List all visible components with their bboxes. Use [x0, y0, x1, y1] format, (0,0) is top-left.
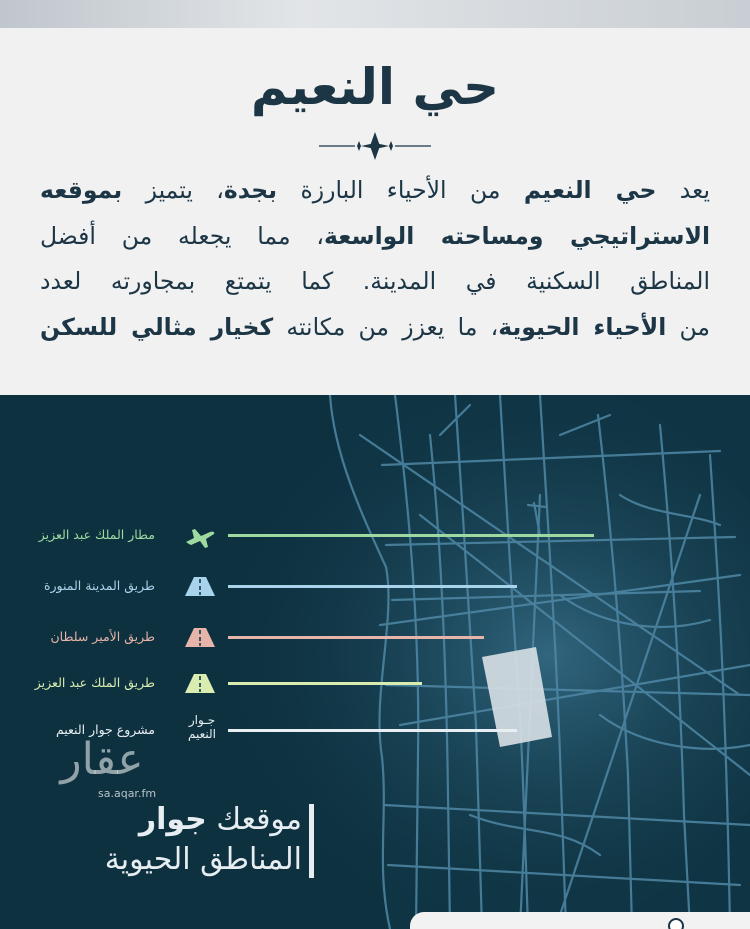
- road-icon: [180, 620, 220, 654]
- header-band: [0, 0, 750, 28]
- page-title: حي النعيم: [250, 58, 500, 116]
- intro-text: ، يتميز: [122, 176, 224, 204]
- legend-row: [0, 518, 750, 552]
- intro-text: من: [666, 312, 710, 341]
- intro-text: من الأحياء البارزة: [277, 176, 524, 204]
- intro-text: المناطق السكنية في المدينة. كما يتمتع بمجاورته لعدد: [40, 267, 710, 295]
- bottom-panel: [410, 912, 750, 929]
- legend-label: طريق الأمير سلطان: [50, 629, 155, 644]
- caption-line-2: المناطق الحيوية: [104, 842, 302, 877]
- legend-row: [0, 569, 750, 603]
- legend-row: [0, 666, 750, 700]
- intro-paragraph: [40, 168, 710, 350]
- caption-accent-bar: [309, 804, 314, 878]
- aqar-watermark: [40, 735, 170, 807]
- intro-text: يعد: [656, 176, 710, 204]
- legend-label: طريق المدينة المنورة: [43, 578, 155, 593]
- intro-line-3: [40, 259, 710, 305]
- caption-bold: جوار: [138, 802, 207, 837]
- legend-line: [228, 682, 422, 685]
- road-icon: [180, 666, 220, 700]
- intro-bold: الأحياء الحيوية: [498, 312, 667, 341]
- jawar-logo: [178, 713, 226, 747]
- legend-label: مشروع جوار النعيم: [55, 722, 155, 737]
- intro-bold: الاستراتيجي ومساحته الواسعة: [323, 221, 710, 250]
- page-indicator-icon: [668, 918, 684, 929]
- caption-prefix: موقعك: [206, 802, 302, 837]
- location-caption: [42, 800, 302, 880]
- legend-line: [228, 636, 484, 639]
- jawar-logo-line-1: جـوار: [188, 713, 216, 727]
- legend-line: [228, 585, 517, 588]
- intro-bold: كخيار مثالي للسكن: [40, 312, 274, 341]
- intro-text: ، مما يجعله من أفضل: [40, 221, 324, 250]
- legend-label: طريق الملك عبد العزيز: [34, 675, 155, 690]
- intro-section: [0, 0, 750, 395]
- intro-line-2: [40, 214, 710, 260]
- legend-label: مطار الملك عبد العزيز: [38, 527, 155, 542]
- jawar-logo-line-2: النعيم: [187, 727, 216, 741]
- legend-line: [228, 729, 517, 732]
- legend-line: [228, 534, 594, 537]
- watermark-url: sa.aqar.fm: [98, 787, 157, 800]
- intro-text: ، ما يعزز من مكانته: [273, 312, 499, 341]
- legend-row: [0, 620, 750, 654]
- intro-line-4: [40, 305, 710, 351]
- diamond-ornament-icon: [315, 128, 435, 164]
- intro-line-1: [40, 168, 710, 214]
- road-icon: [180, 569, 220, 603]
- intro-bold: بجدة: [223, 176, 278, 204]
- airplane-icon: [180, 518, 220, 552]
- intro-bold: حي النعيم: [523, 176, 657, 204]
- intro-bold: بموقعه: [40, 176, 123, 204]
- watermark-logo-text: عقار: [60, 734, 144, 785]
- caption-line-1: [42, 800, 302, 840]
